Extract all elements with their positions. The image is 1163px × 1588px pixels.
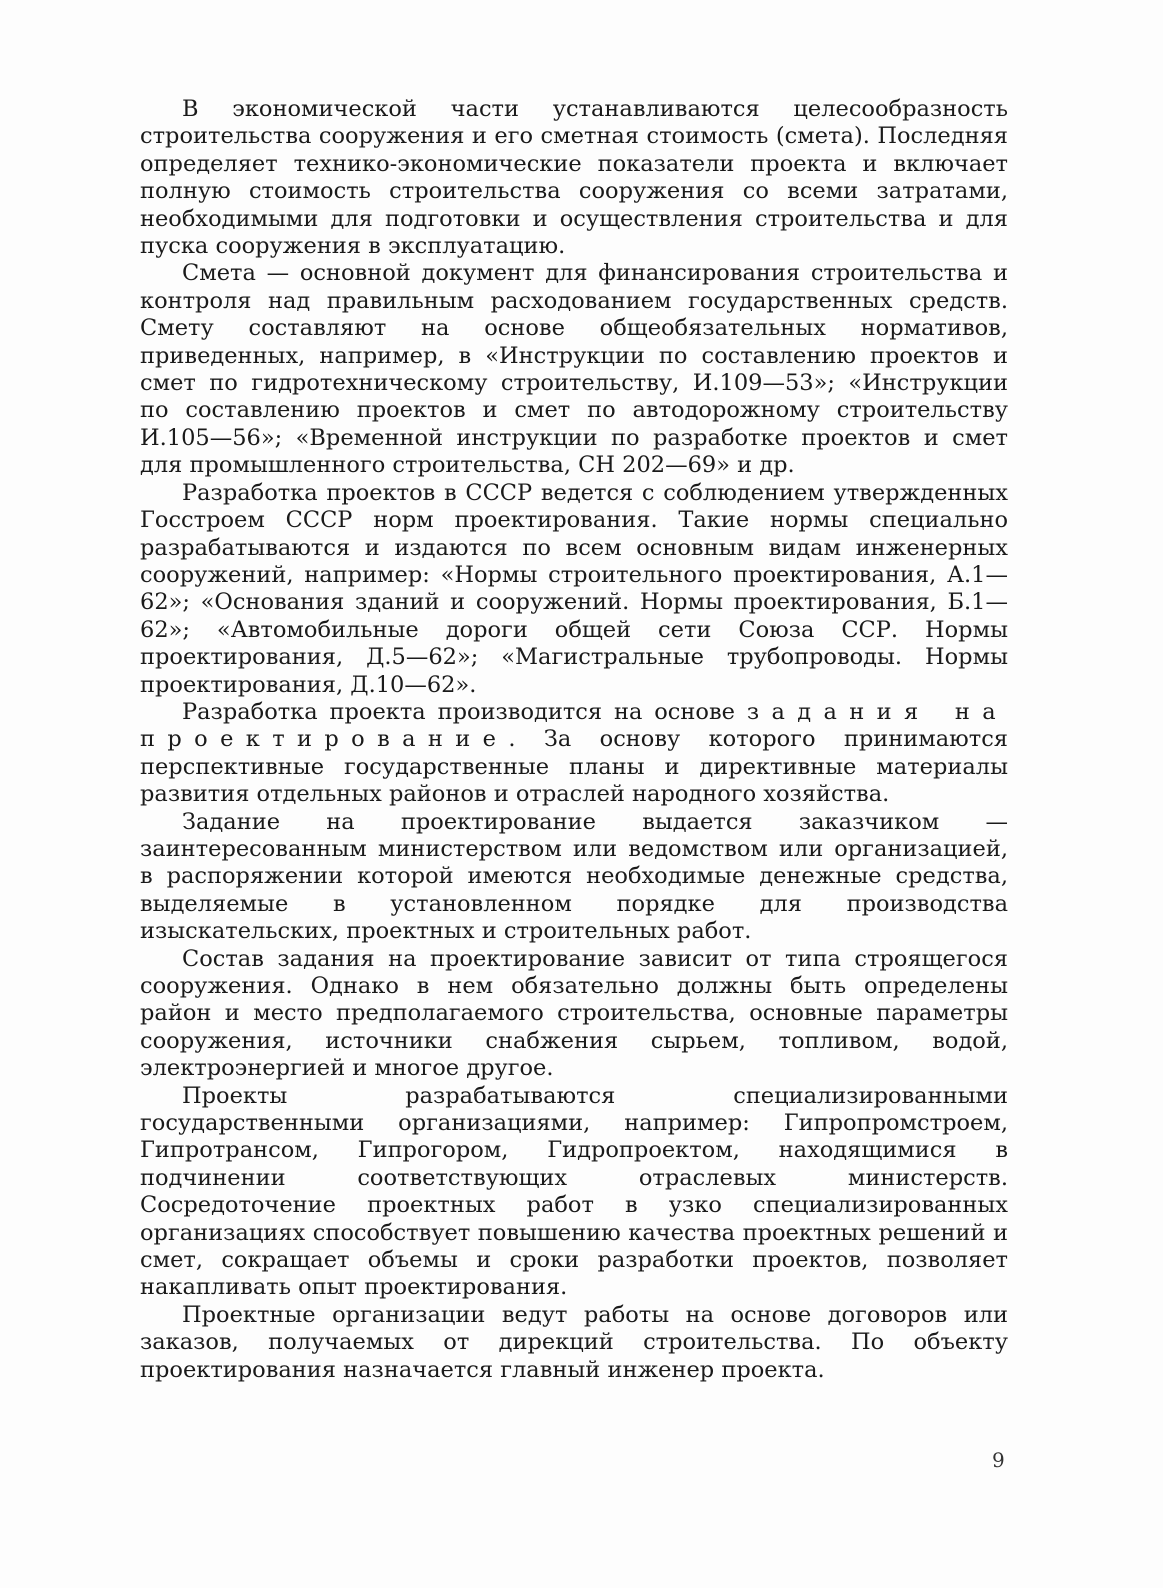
assignment-lead-text: Разработка проекта производится на основе bbox=[182, 698, 747, 725]
paragraph-customer: Задание на проектирование выдается заказчиком — заинтересованным министерством или ведомством или организацией, в распоряжении которой имеются необходимые денежные средства, выделяемые в установленном порядке для производства изыскательских, проектных и строительных работ. bbox=[140, 808, 1008, 945]
paragraph-design-organizations: Проекты разрабатываются специализированными государственными организациями, например: Гипропромстроем, Гипротрансом, Гипрогором, Гидропроектом, находящимися в подчинении соответствующих отраслевых министерств. Сосредоточение проектных работ в узко специализированных организациях способствует повышению качества проектных решений и смет, сокращает объемы и сроки разработки проектов, позволяет накапливать опыт проектирования. bbox=[140, 1082, 1008, 1301]
body-text bbox=[140, 96, 1008, 1384]
assignment-rest-text: . За основу которого принимаются перспективные государственные планы и директивные материалы развития отдельных районов и отраслей народного хозяйства. bbox=[140, 726, 1008, 808]
paragraph-contracts: Проектные организации ведут работы на основе договоров или заказов, получаемых от дирекций строительства. По объекту проектирования назначается главный инженер проекта. bbox=[140, 1301, 1008, 1383]
paragraph-estimate: Смета — основной документ для финансирования строительства и контроля над правильным расходованием государственных средств. Смету составляют на основе общеобязательных нормативов, приведенных, например, в «Инструкции по составлению проектов и смет по гидротехническому строительству, И.109—53»; «Инструкции по составлению проектов и смет по автодорожному строительству И.105—56»; «Временной инструкции по разработке проектов и смет для промышленного строительства, СН 202—69» и др. bbox=[140, 260, 1008, 479]
paragraph-assignment-content: Состав задания на проектирование зависит от типа строящегося сооружения. Однако в нем обязательно должны быть определены район и место предполагаемого строительства, основные параметры сооружения, источники снабжения сырьем, топливом, водой, электроэнергией и многое другое. bbox=[140, 945, 1008, 1082]
paragraph-design-norms: Разработка проектов в СССР ведется с соблюдением утвержденных Госстроем СССР норм проектирования. Такие нормы специально разрабатываются и издаются по всем основным видам инженерных сооружений, например: «Нормы строительного проектирования, А.1—62»; «Основания зданий и сооружений. Нормы проектирования, Б.1—62»; «Автомобильные дороги общей сети Союза ССР. Нормы проектирования, Д.5—62»; «Магистральные трубопроводы. Нормы проектирования, Д.10—62». bbox=[140, 479, 1008, 698]
paragraph-design-assignment bbox=[140, 699, 1008, 809]
page-number: 9 bbox=[992, 1448, 1005, 1472]
paragraph-economic-part: В экономической части устанавливаются целесообразность строительства сооружения и его сметная стоимость (смета). Последняя определяет технико-экономические показатели проекта и включает полную стоимость строительства сооружения со всеми затратами, необходимыми для подготовки и осуществления строительства и для пуска сооружения в эксплуатацию. bbox=[140, 96, 1008, 260]
assignment-emphasis: задания на проектирование bbox=[140, 698, 1008, 753]
